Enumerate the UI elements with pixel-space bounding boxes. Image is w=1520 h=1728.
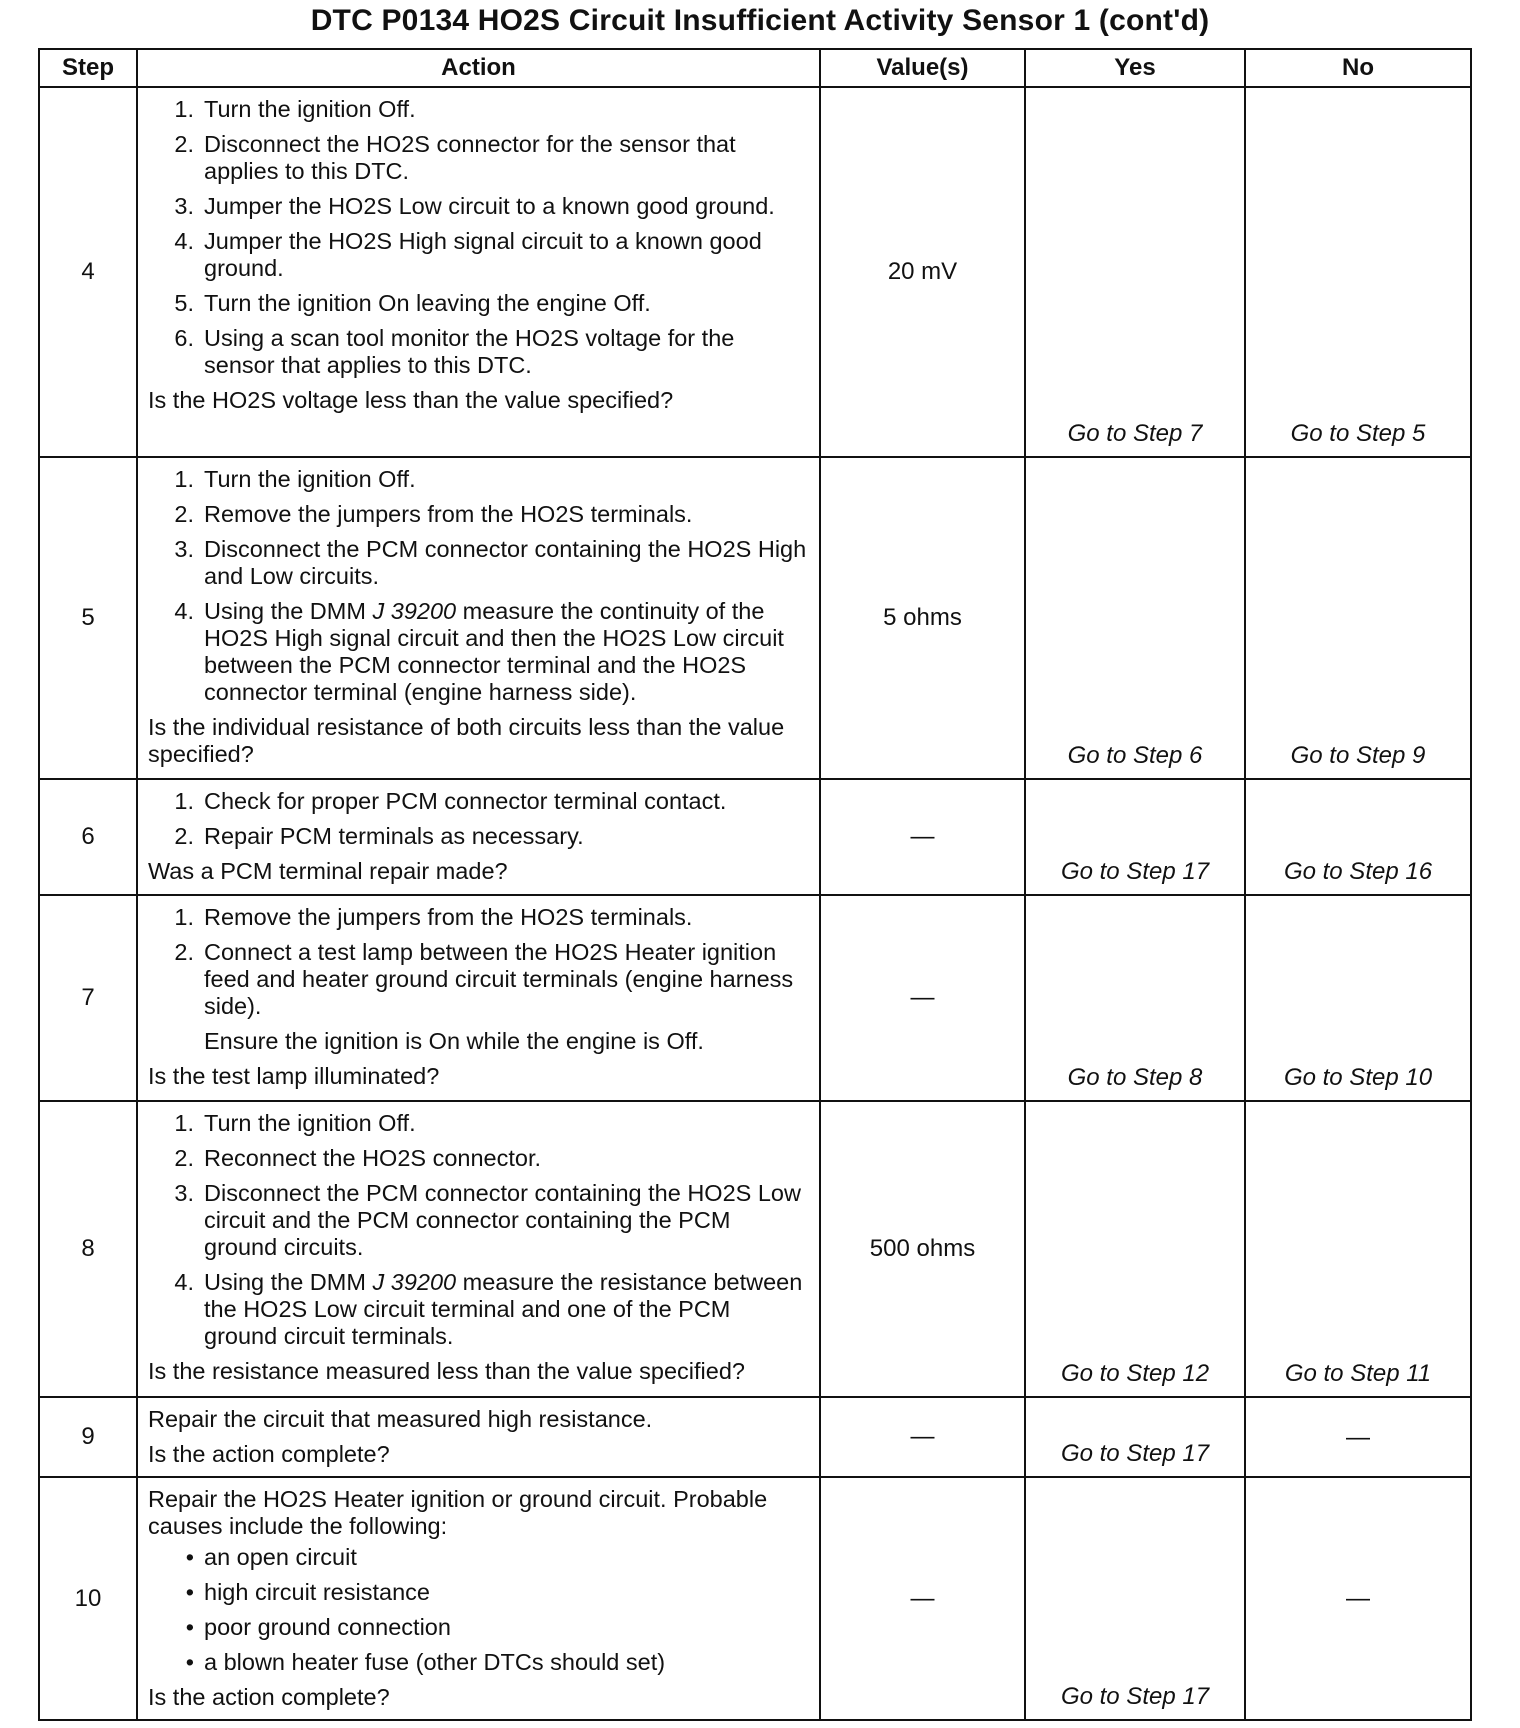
step-number: 6 (39, 779, 137, 895)
header-step: Step (39, 49, 137, 87)
action-item: 2. Remove the jumpers from the HO2S terminals. (174, 501, 693, 527)
action-item: 4. Jumper the HO2S High signal circuit to a known good ground. (174, 228, 762, 281)
list-item: • a blown heater fuse (other DTCs should set) (185, 1649, 666, 1675)
action-cell (137, 457, 820, 779)
step-number: 5 (39, 457, 137, 779)
value-cell: 20 mV (820, 87, 1025, 457)
action-question: Is the action complete? (148, 1441, 390, 1467)
action-item: 4. Using the DMM J 39200 measure the continuity of the HO2S High signal circuit and then the HO2S Low circuit between the PCM connector terminal and the HO2S connector terminal (engine harness side). (174, 598, 784, 705)
header-values: Value(s) (820, 49, 1025, 87)
diagnostic-table (38, 48, 1472, 1721)
list-item: • poor ground connection (185, 1614, 451, 1640)
action-item: 1. Remove the jumpers from the HO2S terminals. (174, 904, 693, 930)
action-question: Is the HO2S voltage less than the value specified? (148, 387, 674, 413)
table-row (39, 457, 1471, 779)
yes-cell: Go to Step 12 (1025, 1101, 1245, 1397)
action-question: Was a PCM terminal repair made? (148, 858, 508, 884)
no-cell: — (1245, 1397, 1471, 1477)
action-item: 2. Connect a test lamp between the HO2S Heater ignition feed and heater ground circuit terminals (engine harness side). (174, 939, 794, 1019)
action-item: 3. Jumper the HO2S Low circuit to a known good ground. (174, 193, 775, 219)
yes-cell: Go to Step 7 (1025, 87, 1245, 457)
step-number: 4 (39, 87, 137, 457)
action-item: 4. Using the DMM J 39200 measure the resistance between the HO2S Low circuit terminal and one of the PCM ground circuit terminals. (174, 1269, 803, 1349)
action-item: 3. Disconnect the PCM connector containing the HO2S High and Low circuits. (174, 536, 807, 589)
yes-cell: Go to Step 17 (1025, 1397, 1245, 1477)
action-item: 2. Reconnect the HO2S connector. (174, 1145, 542, 1171)
action-cell (137, 1477, 820, 1720)
header-row (39, 49, 1471, 87)
value-cell: — (820, 1477, 1025, 1720)
value-cell: 5 ohms (820, 457, 1025, 779)
table-row (39, 1397, 1471, 1477)
action-item: 6. Using a scan tool monitor the HO2S voltage for the sensor that applies to this DTC. (174, 325, 735, 378)
no-cell: Go to Step 10 (1245, 895, 1471, 1101)
no-cell: Go to Step 9 (1245, 457, 1471, 779)
value-cell: 500 ohms (820, 1101, 1025, 1397)
header-action: Action (137, 49, 820, 87)
no-cell: Go to Step 16 (1245, 779, 1471, 895)
value-cell: — (820, 779, 1025, 895)
action-cell (137, 1101, 820, 1397)
header-yes: Yes (1025, 49, 1245, 87)
action-note: Ensure the ignition is On while the engine is Off. (204, 1028, 704, 1054)
action-question: Is the action complete? (148, 1684, 390, 1710)
step-number: 7 (39, 895, 137, 1101)
table-row (39, 779, 1471, 895)
step-number: 9 (39, 1397, 137, 1477)
action-item: 3. Disconnect the PCM connector containing the HO2S Low circuit and the PCM connector containing the PCM ground circuits. (174, 1180, 801, 1260)
header-no: No (1245, 49, 1471, 87)
value-cell: — (820, 895, 1025, 1101)
action-question: Is the test lamp illuminated? (148, 1063, 440, 1089)
value-cell: — (820, 1397, 1025, 1477)
table-row (39, 87, 1471, 457)
action-item: 1. Turn the ignition Off. (174, 1110, 416, 1136)
table-row (39, 895, 1471, 1101)
action-item: 2. Repair PCM terminals as necessary. (174, 823, 584, 849)
page-title: DTC P0134 HO2S Circuit Insufficient Activity Sensor 1 (cont'd) (310, 4, 1210, 37)
action-text: Repair the circuit that measured high resistance. (148, 1406, 653, 1432)
action-text: Repair the HO2S Heater ignition or ground circuit. Probable causes include the following: (148, 1486, 768, 1539)
yes-cell: Go to Step 6 (1025, 457, 1245, 779)
action-cell (137, 1397, 820, 1477)
table-row (39, 1101, 1471, 1397)
no-cell: Go to Step 5 (1245, 87, 1471, 457)
yes-cell: Go to Step 17 (1025, 1477, 1245, 1720)
action-cell (137, 895, 820, 1101)
action-item: 1. Turn the ignition Off. (174, 466, 416, 492)
no-cell: — (1245, 1477, 1471, 1720)
action-item: 5. Turn the ignition On leaving the engine Off. (174, 290, 651, 316)
action-question: Is the resistance measured less than the value specified? (148, 1358, 745, 1384)
yes-cell: Go to Step 17 (1025, 779, 1245, 895)
list-item: • high circuit resistance (185, 1579, 430, 1605)
action-item: 2. Disconnect the HO2S connector for the sensor that applies to this DTC. (174, 131, 736, 184)
tool-part-number: J 39200 (372, 598, 457, 624)
step-number: 10 (39, 1477, 137, 1720)
table-row (39, 1477, 1471, 1720)
list-item: • an open circuit (185, 1544, 357, 1570)
action-question: Is the individual resistance of both circuits less than the value specified? (148, 714, 785, 767)
action-cell (137, 779, 820, 895)
action-item: 1. Check for proper PCM connector terminal contact. (174, 788, 727, 814)
yes-cell: Go to Step 8 (1025, 895, 1245, 1101)
action-item: 1. Turn the ignition Off. (174, 96, 416, 122)
tool-part-number: J 39200 (372, 1269, 457, 1295)
no-cell: Go to Step 11 (1245, 1101, 1471, 1397)
step-number: 8 (39, 1101, 137, 1397)
action-cell (137, 87, 820, 457)
